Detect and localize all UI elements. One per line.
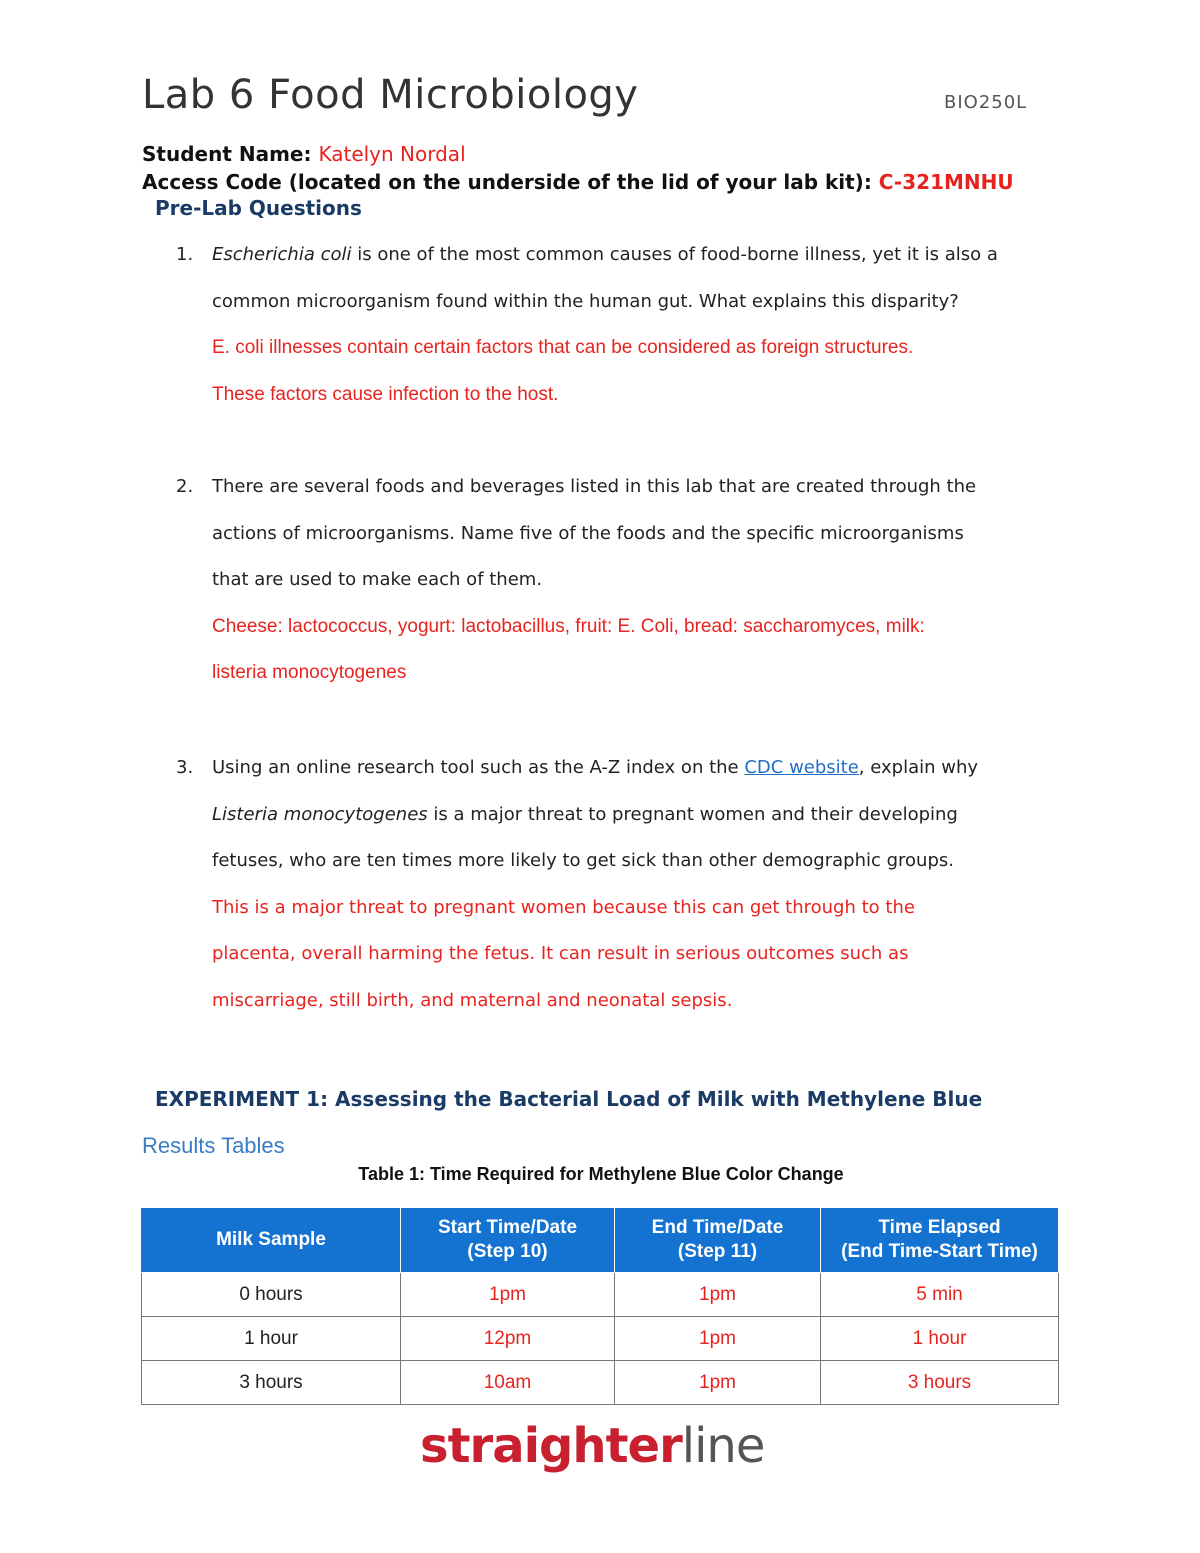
answer-text: Cheese: lactococcus, yogurt: lactobacillus, fruit: E. Coli, bread: saccharomyces, milk: xyxy=(212,615,925,637)
student-name-line: Student Name: Katelyn Nordal xyxy=(142,142,466,166)
question-1 xyxy=(176,232,1076,418)
question-text: fetuses, who are ten times more likely to get sick than other demographic groups. xyxy=(212,850,954,871)
question-text-part: is a major threat to pregnant women and their developing xyxy=(427,803,958,825)
column-header-line1: End Time/Date xyxy=(651,1217,784,1238)
table-cell: 12pm xyxy=(401,1317,615,1361)
results-table xyxy=(141,1207,1059,1405)
table-row xyxy=(142,1317,1059,1361)
column-header-line2: (End Time-Start Time) xyxy=(841,1241,1038,1262)
table-cell: 3 hours xyxy=(142,1361,401,1405)
question-number: 3. xyxy=(176,757,194,778)
table-header-row xyxy=(142,1208,1059,1273)
course-code: BIO250L xyxy=(944,92,1028,113)
question-text xyxy=(212,792,1076,839)
question-3 xyxy=(176,745,1076,1024)
answer-text: placenta, overall harming the fetus. It can result in serious outcomes such as xyxy=(212,943,909,964)
question-text: There are several foods and beverages listed in this lab that are created through the xyxy=(212,476,977,497)
experiment-heading xyxy=(155,1087,982,1111)
table-cell: 5 min xyxy=(821,1273,1059,1317)
table-cell: 1 hour xyxy=(821,1317,1059,1361)
prelab-heading: Pre-Lab Questions xyxy=(155,196,362,220)
question-text-part: , explain why xyxy=(858,757,979,778)
answer-text: This is a major threat to pregnant women because this can get through to the xyxy=(212,896,915,918)
answer-text: listeria monocytogenes xyxy=(212,662,407,683)
access-code-label: Access Code (located on the underside of the lid of your lab kit) xyxy=(142,170,864,194)
question-text: that are used to make each of them. xyxy=(212,569,543,590)
page-title: Lab 6 Food Microbiology xyxy=(142,72,639,118)
column-header-line1: Time Elapsed xyxy=(878,1217,1001,1238)
table-caption: Table 1: Time Required for Methylene Blue Color Change xyxy=(358,1164,844,1184)
logo-part-1: straighter xyxy=(420,1418,682,1474)
question-text: common microorganism found within the human gut. What explains this disparity? xyxy=(212,290,959,312)
column-header xyxy=(401,1208,615,1273)
italic-term: Escherichia coli xyxy=(212,244,352,265)
italic-term: Listeria monocytogenes xyxy=(212,803,428,825)
question-2 xyxy=(176,464,1076,697)
experiment-heading-rest: : Assessing the Bacterial Load of Milk with Methylene Blue xyxy=(320,1087,983,1111)
table-cell: 1pm xyxy=(401,1273,615,1317)
access-code-value: C-321MNHU xyxy=(878,170,1014,194)
student-name-label: Student Name xyxy=(142,142,304,166)
column-header-line2: (Step 11) xyxy=(677,1241,758,1262)
column-header-line1: Milk Sample xyxy=(216,1229,326,1250)
straighterline-logo xyxy=(420,1418,764,1474)
table-cell: 1pm xyxy=(615,1361,821,1405)
answer-text: miscarriage, still birth, and maternal and neonatal sepsis. xyxy=(212,989,733,1011)
column-header-line1: Start Time/Date xyxy=(437,1217,578,1238)
table-cell: 1 hour xyxy=(142,1317,401,1361)
answer-text: These factors cause infection to the host. xyxy=(212,383,559,405)
cdc-website-link[interactable]: CDC website xyxy=(744,757,859,778)
column-header-line2: (Step 10) xyxy=(467,1241,548,1262)
question-text: actions of microorganisms. Name five of the foods and the specific microorganisms xyxy=(212,522,964,544)
question-text-part: Using an online research tool such as the A-Z index on the xyxy=(212,757,745,778)
results-tables-title: Results Tables xyxy=(142,1133,285,1158)
answer-text: E. coli illnesses contain certain factors that can be considered as foreign structures. xyxy=(212,337,914,358)
access-code-line: Access Code (located on the underside of the lid of your lab kit): C-321MNHU xyxy=(142,170,1014,194)
question-number: 2. xyxy=(176,476,194,497)
column-header xyxy=(615,1208,821,1273)
experiment-heading-bold: EXPERIMENT 1 xyxy=(155,1087,321,1111)
table-cell: 1pm xyxy=(615,1273,821,1317)
student-name-value: Katelyn Nordal xyxy=(318,142,466,166)
question-number: 1. xyxy=(176,244,194,265)
question-text-part: is one of the most common causes of food-borne illness, yet it is also a xyxy=(351,244,998,265)
table-cell: 10am xyxy=(401,1361,615,1405)
logo-part-2: line xyxy=(681,1418,765,1474)
question-text xyxy=(212,745,1076,792)
table-cell: 0 hours xyxy=(142,1273,401,1317)
table-cell: 3 hours xyxy=(821,1361,1059,1405)
column-header xyxy=(142,1208,401,1273)
column-header xyxy=(821,1208,1059,1273)
table-cell: 1pm xyxy=(615,1317,821,1361)
table-row xyxy=(142,1273,1059,1317)
question-text xyxy=(212,232,1076,279)
table-row xyxy=(142,1361,1059,1405)
